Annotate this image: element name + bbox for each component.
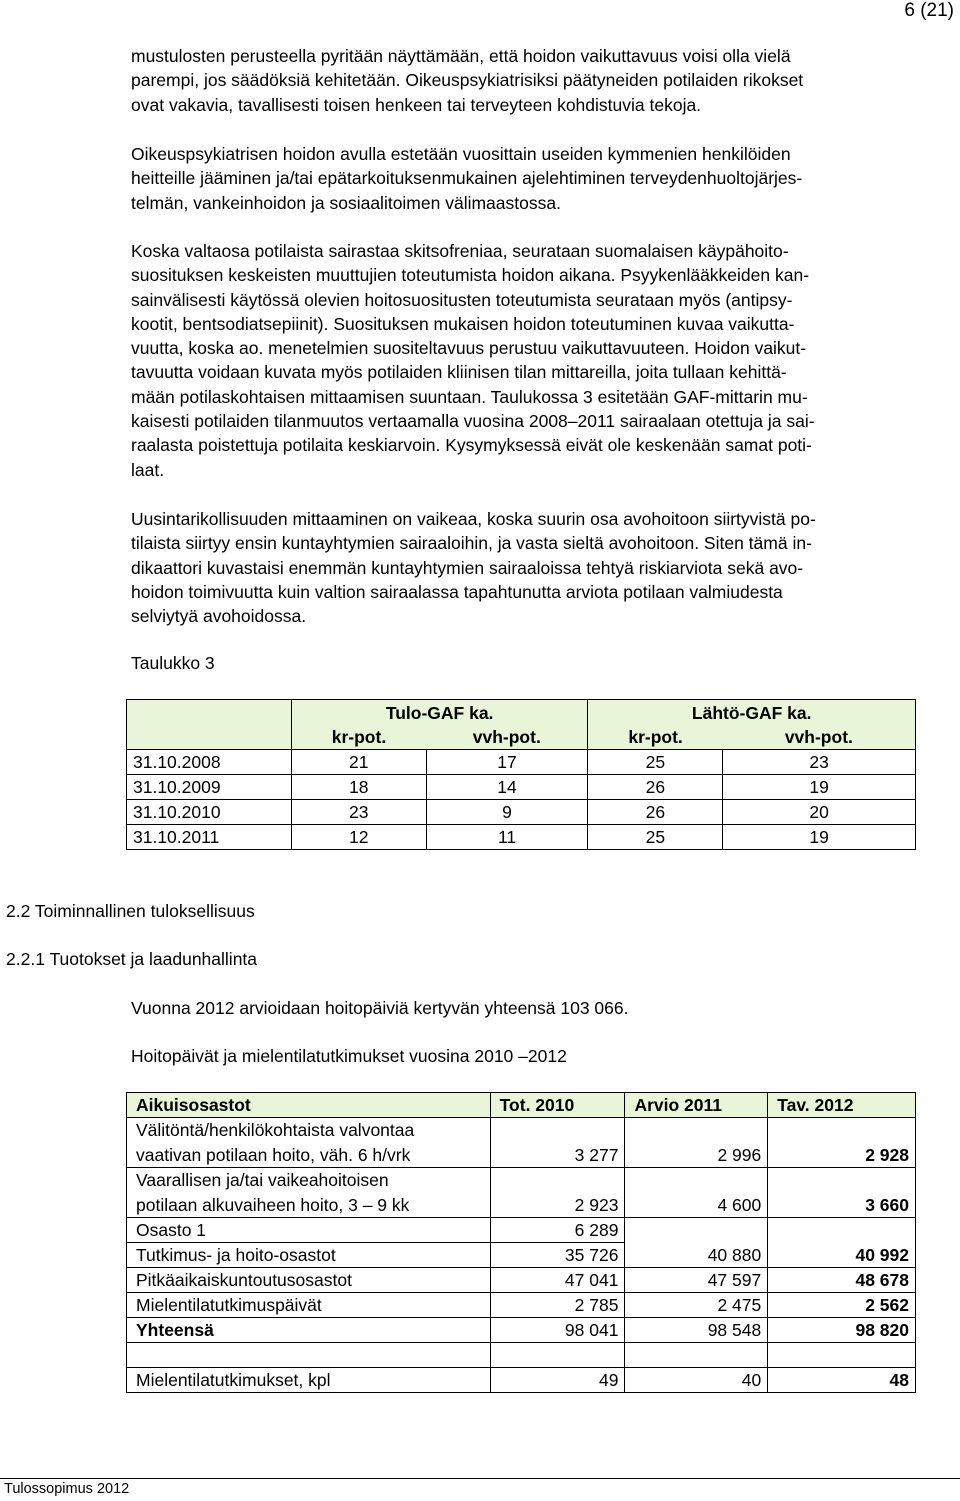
category-line: Vaarallisen ja/tai vaikeahoitoisen <box>136 1170 389 1190</box>
text-line: kootit, bentsodiatsepiinit). Suosituksen mukaisen hoidon toteutuminen kuvaa vaikutta- <box>131 313 795 334</box>
category-line: vaativan potilaan hoito, väh. 6 h/vrk <box>136 1144 411 1165</box>
value-cell: 98 820 <box>768 1318 916 1343</box>
footer-text: Tulossopimus 2012 <box>4 1481 130 1497</box>
empty-cell <box>127 700 292 726</box>
category-cell: Osasto 1 <box>127 1218 491 1243</box>
date-cell: 31.10.2009 <box>127 775 292 800</box>
text-line: Oikeuspsykiatrisen hoidon avulla estetään vuosittain useiden kymmenien henkilöiden <box>131 144 791 164</box>
value-cell: 40 <box>625 1368 768 1393</box>
value-cell: 2 928 <box>768 1118 916 1168</box>
value-cell: 6 289 <box>490 1218 625 1243</box>
value-cell: 9 <box>426 800 588 825</box>
value-cell: 14 <box>426 775 588 800</box>
table-row <box>127 1218 916 1243</box>
value-cell: 19 <box>723 825 916 850</box>
gaf-header-row <box>127 700 916 726</box>
value-cell: 35 726 <box>490 1243 625 1268</box>
table-row <box>127 825 916 850</box>
text-line: Uusintarikollisuuden mittaaminen on vaikeaa, koska suurin osa avohoitoon siirtyvistä po- <box>131 509 816 529</box>
value-cell: 26 <box>588 800 723 825</box>
value-cell: 2 785 <box>490 1293 625 1318</box>
text-line: mustulosten perusteella pyritään näyttämään, että hoidon vaikuttavuus voisi olla vielä <box>131 46 791 66</box>
value-cell: 98 548 <box>625 1318 768 1343</box>
table-row <box>127 775 916 800</box>
value-cell: 21 <box>291 750 426 775</box>
value-cell: 49 <box>490 1368 625 1393</box>
paragraph-2 <box>131 142 931 215</box>
text-line: kaisesti potilaiden tilanmuutos vertaamalla vuosina 2008–2011 sairaalaan otettuja ja sai- <box>131 411 815 432</box>
table-row <box>127 1168 916 1218</box>
category-cell: Mielentilatutkimukset, kpl <box>127 1368 491 1393</box>
value-cell: 2 923 <box>490 1168 625 1218</box>
date-cell: 31.10.2008 <box>127 750 292 775</box>
value-cell: 12 <box>291 825 426 850</box>
value-cell: 25 <box>588 750 723 775</box>
category-cell: Mielentilatutkimuspäivät <box>127 1293 491 1318</box>
footer-divider <box>0 1478 960 1479</box>
column-header: Tav. 2012 <box>768 1093 916 1118</box>
section-heading: 2.2 Toiminnallinen tuloksellisuus <box>6 901 255 921</box>
table3-caption: Taulukko 3 <box>131 653 215 673</box>
table-title: Hoitopäivät ja mielentilatutkimukset vuosina 2010 –2012 <box>131 1046 567 1066</box>
total-row <box>127 1318 916 1343</box>
value-cell: 2 996 <box>625 1118 768 1168</box>
subsection-heading: 2.2.1 Tuotokset ja laadunhallinta <box>6 949 258 969</box>
value-cell: 48 678 <box>768 1268 916 1293</box>
text-line: tavuutta voidaan kuvata myös potilaiden kliinisen tilan mittareilla, joita tullaan kehittä- <box>131 362 787 383</box>
value-cell: 20 <box>723 800 916 825</box>
category-cell: Tutkimus- ja hoito-osastot <box>127 1243 491 1268</box>
table-header-row <box>127 1093 916 1118</box>
subheader-cell: vvh-pot. <box>472 727 541 747</box>
text-line: selviytyä avohoidossa. <box>131 606 307 627</box>
value-cell: 11 <box>426 825 588 850</box>
spacer-row <box>127 1343 916 1368</box>
value-cell: 23 <box>723 750 916 775</box>
value-cell: 40 880 <box>625 1218 768 1268</box>
column-header: Tot. 2010 <box>490 1093 625 1118</box>
date-cell: 31.10.2010 <box>127 800 292 825</box>
value-cell: 23 <box>291 800 426 825</box>
subheader-cell: kr-pot. <box>588 725 723 750</box>
empty-cell <box>490 1343 625 1368</box>
category-cell <box>127 1118 491 1168</box>
text-line: dikaattori kuvastaisi enemmän kuntayhtymien sairaaloissa tehtyä riskiarviota sekä avo- <box>131 557 804 578</box>
value-cell: 4 600 <box>625 1168 768 1218</box>
empty-cell <box>625 1343 768 1368</box>
category-cell: Pitkäaikaiskuntoutusosastot <box>127 1268 491 1293</box>
value-cell: 3 660 <box>768 1168 916 1218</box>
text-line: sainvälisesti käytössä olevien hoitosuositusten toteutumista seurataan myös (antipsy- <box>131 289 793 310</box>
text-line: telmän, vankeinhoidon ja sosiaalitoimen välimaastossa. <box>131 192 561 213</box>
category-cell <box>127 1168 491 1218</box>
subheader-cell: vvh-pot. <box>723 725 916 750</box>
column-header: Arvio 2011 <box>625 1093 768 1118</box>
value-cell: 18 <box>291 775 426 800</box>
value-cell: 48 <box>768 1368 916 1393</box>
gaf-table <box>126 699 916 850</box>
category-line: Välitöntä/henkilökohtaista valvontaa <box>136 1120 415 1140</box>
value-cell: 40 992 <box>768 1218 916 1268</box>
text-line: ovat vakavia, tavallisesti toisen henkeen tai terveyteen kohdistuvia tekoja. <box>131 94 702 115</box>
hoitopaivat-table <box>126 1092 916 1393</box>
date-cell: 31.10.2011 <box>127 825 292 850</box>
value-cell: 47 041 <box>490 1268 625 1293</box>
empty-cell <box>768 1343 916 1368</box>
text-line: heitteille jääminen ja/tai epätarkoituksenmukainen ajelehtiminen terveydenhuoltojärjes- <box>131 168 803 189</box>
text-line: raalasta poistettuja potilaita keskiarvoin. Kysymyksessä eivät ole keskenään samat poti- <box>131 435 812 456</box>
page-number: 6 (21) <box>904 0 954 21</box>
value-cell: 98 041 <box>490 1318 625 1343</box>
value-cell: 47 597 <box>625 1268 768 1293</box>
empty-cell <box>127 1343 491 1368</box>
value-cell: 2 562 <box>768 1293 916 1318</box>
category-cell: Yhteensä <box>127 1318 491 1343</box>
value-cell: 25 <box>588 825 723 850</box>
text-line: vuutta, koska ao. menetelmien suositeltavuus perustuu vaikuttavuuteen. Hoidon vaikut- <box>131 338 807 359</box>
table-row <box>127 1368 916 1393</box>
category-line: potilaan alkuvaiheen hoito, 3 – 9 kk <box>136 1194 410 1215</box>
group-header: Tulo-GAF ka. <box>291 700 588 726</box>
gaf-subheader-row <box>127 725 916 750</box>
empty-cell <box>127 725 292 750</box>
text-line: mään potilaskohtaisen mittaamisen suuntaan. Taulukossa 3 esitetään GAF-mittarin mu- <box>131 386 808 407</box>
group-header: Lähtö-GAF ka. <box>588 700 916 726</box>
value-cell: 2 475 <box>625 1293 768 1318</box>
text-line: tilaista siirtyy ensin kuntayhtymien sairaaloihin, ja vasta sieltä avohoitoon. Siten tämä in- <box>131 533 812 554</box>
text-line: hoidon toimivuutta kuin valtion sairaalassa tapahtunutta arviota potilaan valmiudesta <box>131 581 783 602</box>
paragraph-1 <box>131 44 931 117</box>
table-row <box>127 1293 916 1318</box>
text-line: parempi, jos säädöksiä kehitetään. Oikeuspsykiatrisiksi päätyneiden potilaiden rikokset <box>131 70 804 91</box>
paragraph-3 <box>131 239 931 482</box>
value-cell: 17 <box>426 750 588 775</box>
value-cell: 19 <box>723 775 916 800</box>
table-row <box>127 750 916 775</box>
column-header: Aikuisosastot <box>127 1093 491 1118</box>
table-row <box>127 800 916 825</box>
table-row <box>127 1268 916 1293</box>
paragraph-4 <box>131 507 931 628</box>
value-cell: 26 <box>588 775 723 800</box>
text-line: Koska valtaosa potilaista sairastaa skitsofreniaa, seurataan suomalaisen käypähoito- <box>131 241 789 261</box>
text-line: suosituksen keskeisten muuttujien toteutumista hoidon aikana. Psyykenlääkkeiden kan- <box>131 265 810 286</box>
value-cell: 3 277 <box>490 1118 625 1168</box>
text-line: laat. <box>131 459 165 480</box>
section-text: Vuonna 2012 arvioidaan hoitopäiviä kertyvän yhteensä 103 066. <box>131 998 629 1018</box>
table-row <box>127 1118 916 1168</box>
subheader-cell: kr-pot. <box>331 727 387 747</box>
